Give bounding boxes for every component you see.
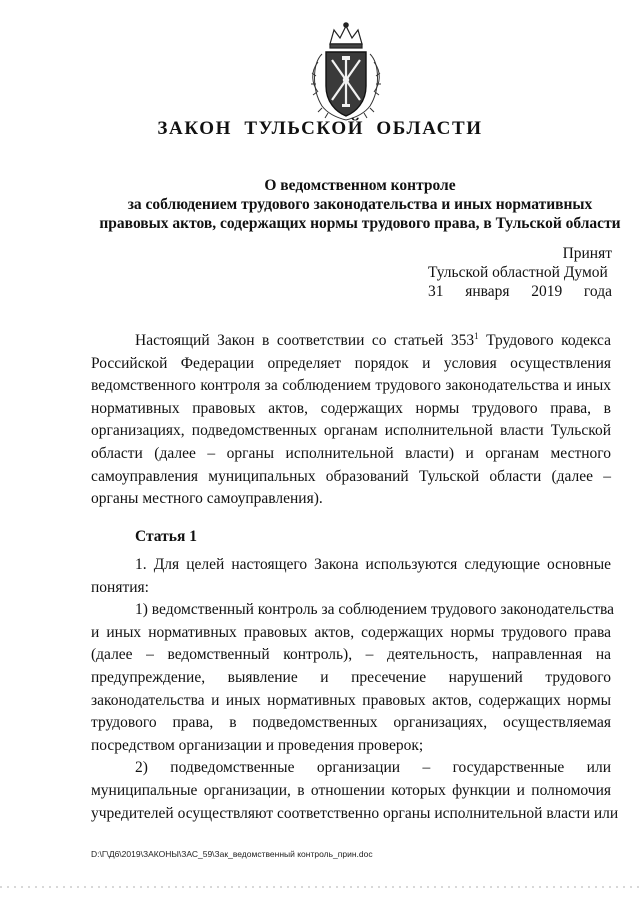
adopted-by: Тульской областной Думой: [428, 264, 608, 281]
law-title: ЗАКОН ТУЛЬСКОЙ ОБЛАСТИ: [157, 118, 483, 139]
scan-artifact-divider: [0, 886, 640, 888]
preamble-line: самоуправления муниципальных образований Тульской области (далее –: [91, 467, 611, 485]
paragraph-line: и иных нормативных правовых актов, содержащих нормы трудового права: [91, 623, 611, 641]
adoption-year-word: года: [583, 283, 612, 300]
paragraph-line: трудового права, в подведомственных организациях, осуществляемая: [91, 714, 611, 732]
preamble-line: организациях, подведомственных органам исполнительной власти Тульской: [91, 422, 611, 440]
paragraph-line: муниципальные организации, в отношении которых функции и полномочия: [91, 781, 611, 799]
subtitle-line: за соблюдением трудового законодательства и иных нормативных: [127, 196, 593, 213]
coat-of-arms-emblem: [308, 20, 384, 122]
file-path-footer: D:\Г\Д6\2019\ЗАКОНЫ\ЗАС_59\Зак_ведомственный контроль_прин.doc: [91, 849, 373, 859]
preamble: [91, 330, 611, 511]
paragraph-line: предупреждение, выявление и пресечение нарушений трудового: [91, 668, 611, 686]
adoption-day: 31: [428, 283, 444, 300]
article-superscript: 1: [474, 331, 479, 341]
preamble-line: [91, 330, 611, 353]
adopted-label: Принят: [562, 245, 612, 262]
article-heading: Статья 1: [135, 528, 197, 545]
adoption-date: [428, 282, 612, 301]
paragraph-line: понятия:: [91, 578, 149, 596]
paragraph-line: 1) ведомственный контроль за соблюдением трудового законодательства: [135, 601, 614, 619]
paragraph-line: учредителей осуществляют соответственно органы исполнительной власти или: [91, 804, 619, 822]
adoption-month: января: [465, 283, 510, 300]
preamble-line: органы местного самоуправления).: [91, 490, 323, 508]
paragraph-line: (далее – ведомственный контроль), – деятельность, направленная на: [91, 646, 611, 664]
paragraph-line: законодательства и иных нормативных правовых актов, содержащих нормы: [91, 691, 611, 709]
preamble-text: Трудового кодекса: [478, 332, 611, 349]
preamble-line: нормативных правовых актов, содержащих нормы трудового права, в: [91, 399, 611, 417]
adoption-year: 2019: [531, 283, 563, 300]
preamble-line: области (далее – органы исполнительной власти) и органам местного: [91, 444, 611, 462]
subtitle-line: О ведомственном контроле: [264, 177, 456, 194]
preamble-line: ведомственного контроля за соблюдением трудового законодательства и иных: [91, 377, 611, 395]
preamble-line: Российской Федерации определяет порядок и условия осуществления: [91, 354, 611, 372]
preamble-text: Настоящий Закон в соответствии со статьей 353: [135, 332, 475, 349]
paragraph-line: 2) подведомственные организации – государственные или: [135, 759, 611, 777]
subtitle-line: правовых актов, содержащих нормы трудового права, в Тульской области: [99, 215, 621, 232]
article-1-body: [91, 554, 619, 825]
adoption-block: [428, 244, 612, 301]
paragraph-line: 1. Для целей настоящего Закона используются следующие основные: [135, 556, 611, 573]
law-subtitle: [60, 176, 640, 233]
paragraph-line: посредством организации и проведения проверок;: [91, 736, 424, 754]
